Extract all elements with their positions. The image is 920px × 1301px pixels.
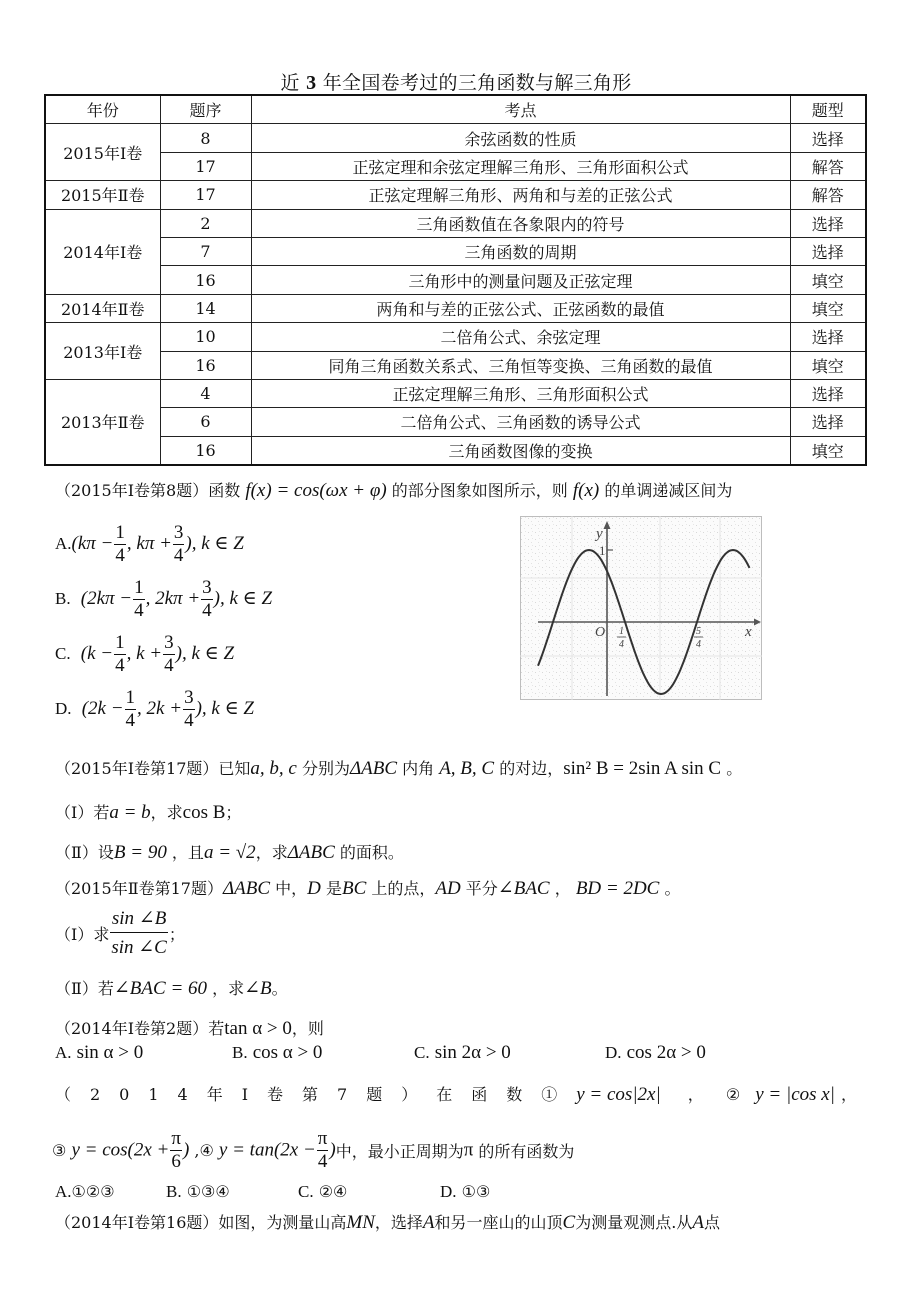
denominator: 4	[125, 710, 136, 731]
topic-cell: 两角和与差的正弦公式、正弦函数的最值	[251, 294, 790, 322]
q5-text: 的所有函数为	[478, 1142, 575, 1161]
q3-part1	[55, 908, 185, 959]
q2-equation: sin² B = 2sin A sin C	[563, 758, 722, 779]
q3-text: 中，	[275, 879, 308, 898]
option-text: ②④	[318, 1182, 348, 1201]
q6-point-c: C	[562, 1212, 576, 1233]
option-text: sin 2α > 0	[434, 1042, 511, 1063]
q3-text: （2015年Ⅱ卷第17题）	[55, 879, 223, 898]
number-cell: 6	[160, 408, 251, 436]
table-header-row	[45, 95, 866, 124]
q4-stem	[55, 1016, 324, 1040]
denominator: 4	[115, 545, 125, 566]
denominator: 6	[171, 1151, 181, 1172]
numerator: π	[171, 1128, 181, 1149]
q2-p2-end: 的面积。	[339, 843, 404, 862]
type-cell: 填空	[790, 436, 866, 465]
option-label: B.	[232, 1043, 248, 1062]
q2-part2	[55, 840, 404, 864]
denominator: 4	[115, 655, 125, 676]
option-label: A.	[55, 1182, 72, 1201]
q2-p2-eq: B = 90	[113, 842, 167, 863]
q3-equation: BD = 2DC	[575, 878, 660, 899]
q2-p1-ask: cos B	[182, 802, 226, 823]
q4-option-b[interactable]	[232, 1042, 322, 1064]
paper-cell: 2013年Ⅱ卷	[45, 379, 160, 465]
q2-p2-eq2: a = √2	[203, 842, 256, 863]
numerator: 3	[173, 522, 184, 543]
table-row	[45, 181, 866, 209]
q1-end-text: 的单调递减区间为	[604, 481, 733, 500]
q5-function-3-post: )	[182, 1139, 190, 1161]
option-label: D.	[605, 1043, 622, 1062]
title-prefix: 近	[280, 72, 300, 94]
denominator: 4	[202, 600, 212, 621]
type-cell: 填空	[790, 266, 866, 294]
type-cell: 选择	[790, 323, 866, 351]
table-row	[45, 294, 866, 322]
number-cell: 2	[160, 209, 251, 237]
type-cell: 解答	[790, 152, 866, 180]
option-label: C.	[55, 644, 71, 663]
number-cell: 4	[160, 379, 251, 407]
q5-function-1: y = cos|2x|	[576, 1084, 661, 1105]
topic-cell: 三角形中的测量问题及正弦定理	[251, 266, 790, 294]
fraction	[114, 522, 126, 567]
q3-p1-label: （Ⅰ）求	[55, 925, 110, 944]
y-tick-label: 1	[599, 543, 606, 558]
x-tick-2-denominator: 4	[696, 639, 701, 650]
option-expr-mid: , k +	[126, 643, 163, 664]
q2-triangle: ΔABC	[349, 758, 397, 779]
table-row	[45, 266, 866, 294]
q2-p2-mid: ，且	[171, 843, 204, 862]
option-expr-pre: (2kπ −	[80, 588, 133, 609]
q5-circle-3: ③	[52, 1141, 67, 1160]
denominator: 4	[173, 545, 184, 566]
q1-option-c[interactable]	[55, 632, 234, 677]
q5-function-2: y = |cos x|	[755, 1084, 835, 1105]
denominator: sin ∠C	[110, 932, 168, 959]
option-text: sin α > 0	[76, 1042, 144, 1063]
q5-option-d[interactable]	[440, 1182, 490, 1202]
q5-function-4-pre: y = tan(2x −	[218, 1139, 316, 1161]
q2-text: 分别为	[301, 759, 350, 778]
q5-function-4-post: )	[329, 1139, 336, 1161]
q3-ratio-fraction	[110, 908, 168, 959]
option-expr-post: ), k ∈ Z	[175, 643, 235, 664]
option-label: C.	[298, 1182, 314, 1201]
number-cell: 7	[160, 237, 251, 265]
q3-text: 。	[664, 879, 681, 898]
type-cell: 选择	[790, 379, 866, 407]
option-text: ①③	[461, 1182, 491, 1201]
number-cell: 10	[160, 323, 251, 351]
q4-option-c[interactable]	[414, 1042, 511, 1064]
q5-function-3-pre: y = cos(2x +	[71, 1139, 170, 1161]
q3-p1-end: ；	[168, 925, 185, 944]
q3-text: 上的点，	[371, 879, 436, 898]
q2-angles: A, B, C	[439, 758, 495, 779]
table-row	[45, 436, 866, 465]
fraction	[125, 687, 137, 732]
type-cell: 解答	[790, 181, 866, 209]
option-expr-mid: , 2kπ +	[145, 588, 201, 609]
q1-option-a[interactable]	[55, 522, 244, 567]
q3-triangle: ΔABC	[222, 878, 271, 899]
fraction	[133, 577, 145, 622]
q1-option-d[interactable]	[55, 687, 254, 732]
option-text: ①③④	[186, 1182, 230, 1201]
topic-cell: 二倍角公式、三角函数的诱导公式	[251, 408, 790, 436]
q2-p1-label: （Ⅰ）若	[55, 803, 110, 822]
paper-cell: 2014年Ⅱ卷	[45, 294, 160, 322]
denominator: 4	[184, 710, 194, 731]
q5-text: 中，最小正周期为	[335, 1142, 464, 1161]
q5-option-c[interactable]	[298, 1182, 347, 1202]
numerator: 1	[115, 632, 125, 653]
q3-angle-bac: ∠BAC	[497, 878, 550, 899]
y-axis-label: y	[596, 526, 603, 542]
q3-p2-mid: ，求	[212, 979, 245, 998]
topic-cell: 正弦定理和余弦定理解三角形、三角形面积公式	[251, 152, 790, 180]
q1-stem	[55, 478, 732, 502]
q2-p2-mid2: ，求	[255, 843, 288, 862]
fraction	[170, 1128, 182, 1173]
option-expr-mid: , kπ +	[126, 533, 172, 554]
q6-stem	[55, 1210, 720, 1234]
type-cell: 填空	[790, 294, 866, 322]
option-label: A.	[55, 1043, 72, 1062]
q2-p2-label: （Ⅱ）设	[55, 843, 114, 862]
numerator: 3	[164, 632, 174, 653]
q3-part2	[55, 976, 288, 1000]
option-label: A.	[55, 534, 72, 553]
type-cell: 选择	[790, 408, 866, 436]
x-tick-2-numerator: 5	[696, 626, 701, 637]
fraction	[173, 522, 185, 567]
q5-text: （2014年Ⅰ卷第7题）在函数①	[55, 1085, 577, 1104]
number-cell: 17	[160, 152, 251, 180]
denominator: 4	[134, 600, 144, 621]
q3-p2-end: 。	[271, 979, 288, 998]
option-text: ①②③	[71, 1182, 115, 1201]
q3-stem	[55, 876, 680, 900]
fraction	[114, 632, 126, 677]
denominator: 4	[317, 1151, 328, 1172]
option-expr-post: ), k ∈ Z	[185, 533, 244, 554]
exam-topics-table	[44, 94, 867, 466]
q2-text: 。	[726, 759, 743, 778]
x-tick-1-numerator: 1	[619, 626, 624, 637]
table-row	[45, 408, 866, 436]
option-label: C.	[414, 1043, 430, 1062]
q1-source: （2015年Ⅰ卷第8题）函数	[55, 481, 241, 500]
number-cell: 16	[160, 436, 251, 465]
q1-function: f(x) = cos(ωx + φ)	[245, 480, 387, 501]
topic-cell: 同角三角函数关系式、三角恒等变换、三角函数的最值	[251, 351, 790, 379]
number-cell: 8	[160, 124, 251, 152]
q4-option-a[interactable]	[55, 1042, 143, 1064]
q3-point-d: D	[307, 878, 321, 899]
table-row	[45, 152, 866, 180]
option-expr-mid: , 2k +	[137, 698, 183, 719]
q6-text: 为测量观测点.从	[575, 1213, 693, 1232]
q3-text: 是	[325, 879, 342, 898]
q1-mid-text: 的部分图象如图所示，则	[391, 481, 568, 500]
numerator: 1	[115, 522, 125, 543]
title-suffix: 年全国卷考过的三角函数与解三角形	[322, 72, 632, 94]
option-text: cos 2α > 0	[626, 1042, 706, 1063]
topic-cell: 余弦函数的性质	[251, 124, 790, 152]
number-cell: 16	[160, 351, 251, 379]
number-cell: 17	[160, 181, 251, 209]
q2-text: 内角	[402, 759, 435, 778]
q5-sep: ，	[687, 1085, 704, 1104]
q1-option-b[interactable]	[55, 577, 272, 622]
topic-cell: 二倍角公式、余弦定理	[251, 323, 790, 351]
table-row	[45, 351, 866, 379]
table-row	[45, 124, 866, 152]
option-label: D.	[55, 699, 72, 718]
option-label: B.	[166, 1182, 182, 1201]
paper-cell: 2015年Ⅰ卷	[45, 124, 160, 181]
numerator: 3	[202, 577, 212, 598]
type-cell: 选择	[790, 237, 866, 265]
q3-p2-label: （Ⅱ）若	[55, 979, 114, 998]
paper-cell: 2015年Ⅱ卷	[45, 181, 160, 209]
q3-p2-ask: ∠B	[244, 978, 272, 999]
x-axis-label: x	[745, 624, 752, 640]
topic-cell: 正弦定理解三角形、两角和与差的正弦公式	[251, 181, 790, 209]
paper-cell: 2013年Ⅰ卷	[45, 323, 160, 380]
numerator: sin ∠B	[111, 908, 167, 929]
topic-cell: 三角函数图像的变换	[251, 436, 790, 465]
q1-fx: f(x)	[572, 480, 600, 501]
header-type: 题型	[790, 95, 866, 124]
q6-text: 点	[703, 1213, 720, 1232]
cosine-graph-figure	[520, 516, 762, 700]
q2-stem	[55, 756, 742, 780]
table-row	[45, 323, 866, 351]
q2-part1	[55, 800, 241, 824]
q6-point-a: A	[422, 1212, 435, 1233]
fraction	[163, 632, 175, 677]
fraction	[201, 577, 213, 622]
q3-text: 平分	[465, 879, 498, 898]
table-row	[45, 379, 866, 407]
q2-text: 的对边，	[499, 759, 564, 778]
number-cell: 16	[160, 266, 251, 294]
denominator: 4	[164, 655, 174, 676]
q6-text: ，选择	[374, 1213, 423, 1232]
type-cell: 填空	[790, 351, 866, 379]
option-expr-post: ), k ∈ Z	[195, 698, 254, 719]
q2-p2-triangle: ΔABC	[287, 842, 335, 863]
q5-option-b[interactable]	[166, 1182, 230, 1202]
topic-cell: 三角函数的周期	[251, 237, 790, 265]
x-tick-1-denominator: 4	[619, 639, 624, 650]
numerator: 1	[134, 577, 144, 598]
fraction	[317, 1128, 329, 1173]
option-text: cos α > 0	[252, 1042, 323, 1063]
option-expr-pre: (2k −	[81, 698, 124, 719]
q5-circle-2: ②	[725, 1085, 741, 1104]
q3-p2-eq: ∠BAC = 60	[113, 978, 208, 999]
type-cell: 选择	[790, 124, 866, 152]
q2-p1-eq: a = b	[109, 802, 151, 823]
q4-condition: tan α > 0	[224, 1018, 292, 1039]
table-row	[45, 209, 866, 237]
option-expr-pre: (k −	[80, 643, 114, 664]
document-title	[0, 68, 912, 95]
q5-sep: ，	[840, 1085, 857, 1104]
option-expr-pre: (kπ −	[71, 533, 114, 554]
q2-p1-end: ；	[225, 803, 242, 822]
q4-text: ，则	[291, 1019, 324, 1038]
option-expr-post: ), k ∈ Z	[213, 588, 273, 609]
origin-label: O	[595, 625, 606, 640]
q2-text: （2015年Ⅰ卷第17题）已知	[55, 759, 251, 778]
q4-text: （2014年Ⅰ卷第2题）若	[55, 1019, 225, 1038]
option-label: D.	[440, 1182, 457, 1201]
q5-stem	[55, 1082, 865, 1106]
q4-option-d[interactable]	[605, 1042, 706, 1064]
option-label: B.	[55, 589, 71, 608]
q3-segment-ad: AD	[435, 878, 461, 899]
q5-pi: π	[463, 1139, 474, 1161]
q2-p1-mid: ，求	[150, 803, 183, 822]
numerator: 1	[125, 687, 136, 708]
table-row	[45, 237, 866, 265]
header-year: 年份	[45, 95, 160, 124]
type-cell: 选择	[790, 209, 866, 237]
header-topic: 考点	[251, 95, 790, 124]
numerator: 3	[184, 687, 194, 708]
paper-cell: 2014年Ⅰ卷	[45, 209, 160, 294]
topic-cell: 正弦定理解三角形、三角形面积公式	[251, 379, 790, 407]
fraction	[183, 687, 195, 732]
q6-text: （2014年Ⅰ卷第16题）如图，为测量山高	[55, 1213, 347, 1232]
q2-sides: a, b, c	[250, 758, 297, 779]
q3-segment-bc: BC	[341, 878, 367, 899]
q6-mountain-mn: MN	[346, 1212, 375, 1233]
q6-point-a: A	[692, 1212, 704, 1233]
q5-stem-cont	[52, 1128, 574, 1173]
q3-text: ，	[554, 879, 571, 898]
header-number: 题序	[160, 95, 251, 124]
q6-text: 和另一座山的山顶	[434, 1213, 563, 1232]
number-cell: 14	[160, 294, 251, 322]
title-number: 3	[306, 72, 317, 94]
q5-sep: ,④	[194, 1141, 214, 1160]
q5-option-a[interactable]	[55, 1182, 115, 1202]
topic-cell: 三角函数值在各象限内的符号	[251, 209, 790, 237]
numerator: π	[317, 1128, 328, 1149]
